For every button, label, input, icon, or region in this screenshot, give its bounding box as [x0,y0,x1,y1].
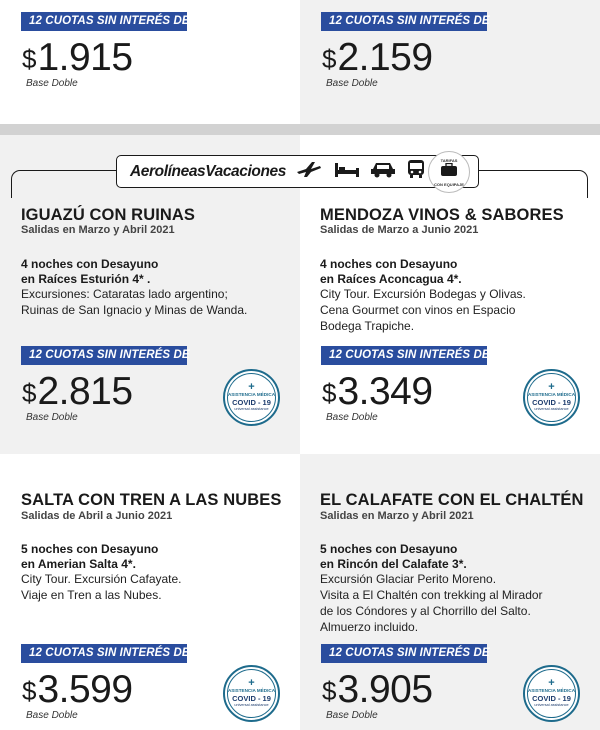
installments-badge: 12 CUOTAS SIN INTERÉS DE [21,12,187,31]
price-value: 2.159 [337,36,433,79]
package-title: IGUAZÚ CON RUINAS [21,206,196,224]
plane-icon [296,160,322,183]
base-label: Base Doble [26,78,78,89]
seal-line3: universal assistance [534,703,569,707]
suitcase-icon [440,163,458,182]
seal-line3: universal assistance [534,407,569,411]
currency-symbol: $ [322,44,337,74]
luggage-badge-bottom: CON EQUIPAJE [434,181,464,187]
package-excursion-line: de los Cóndores y al Chorrillo del Salto. [320,604,531,618]
price-value: 1.915 [37,36,133,79]
medical-cross-icon: + [248,677,255,689]
package-nights: 4 noches con Desayuno [21,257,159,271]
package-title: EL CALAFATE CON EL CHALTÉN [320,491,584,509]
top-card-left [0,0,300,124]
package-excursion-line: City Tour. Excursión Bodegas y Olivas. [320,287,526,301]
currency-symbol: $ [322,676,337,706]
package-dates: Salidas en Marzo y Abril 2021 [320,510,474,522]
medical-cross-icon: + [248,381,255,393]
installments-badge: 12 CUOTAS SIN INTERÉS DE [321,644,487,663]
medical-cross-icon: + [548,677,555,689]
price [322,36,433,80]
brand-header [116,155,479,188]
price [22,370,133,414]
currency-symbol: $ [22,676,37,706]
package-dates: Salidas de Marzo a Junio 2021 [320,224,479,236]
price [322,668,433,712]
package-title: MENDOZA VINOS & SABORES [320,206,564,224]
section-divider [0,124,600,135]
seal-line3: universal assistance [234,703,269,707]
package-hotel: en Raíces Esturión 4* . [21,272,151,286]
installments-badge: 12 CUOTAS SIN INTERÉS DE [21,346,187,365]
price-value: 3.905 [337,668,433,711]
package-excursion-line: Almuerzo incluido. [320,620,419,634]
seal-line1: ASISTENCIA MÉDICA [227,688,276,693]
installments-badge: 12 CUOTAS SIN INTERÉS DE [321,12,487,31]
price [22,36,133,80]
seal-line1: ASISTENCIA MÉDICA [227,392,276,397]
car-icon [370,160,396,183]
package-hotel: en Raíces Aconcagua 4*. [320,272,462,286]
luggage-badge [428,151,470,193]
medical-cross-icon: + [548,381,555,393]
currency-symbol: $ [22,44,37,74]
currency-symbol: $ [22,378,37,408]
seal-line3: universal assistance [234,407,269,411]
package-dates: Salidas en Marzo y Abril 2021 [21,224,175,236]
covid-assistance-seal [523,369,580,426]
seal-line2: COVID - 19 [532,398,571,407]
price-value: 3.349 [337,370,433,413]
package-nights: 4 noches con Desayuno [320,257,458,271]
seal-line1: ASISTENCIA MÉDICA [527,392,576,397]
covid-assistance-seal [523,665,580,722]
base-label: Base Doble [326,412,378,423]
bus-icon [406,159,426,184]
seal-line2: COVID - 19 [232,694,271,703]
header-bracket-left [11,170,117,198]
bed-icon [334,160,360,183]
package-title: SALTA CON TREN A LAS NUBES [21,491,282,509]
base-label: Base Doble [26,412,78,423]
package-excursion-line: City Tour. Excursión Cafayate. [21,572,182,586]
price [22,668,133,712]
base-label: Base Doble [26,710,78,721]
installments-badge: 12 CUOTAS SIN INTERÉS DE [21,644,187,663]
seal-line1: ASISTENCIA MÉDICA [527,688,576,693]
covid-assistance-seal [223,369,280,426]
price-value: 2.815 [37,370,133,413]
price-value: 3.599 [37,668,133,711]
currency-symbol: $ [322,378,337,408]
package-nights: 5 noches con Desayuno [320,542,458,556]
luggage-badge-top: TARIFAS [440,157,458,163]
package-excursion-line: Ruinas de San Ignacio y Minas de Wanda. [21,303,248,317]
package-nights: 5 noches con Desayuno [21,542,159,556]
package-hotel: en Amerian Salta 4*. [21,557,136,571]
covid-assistance-seal [223,665,280,722]
package-excursion-line: Excursión Glaciar Perito Moreno. [320,572,497,586]
seal-line2: COVID - 19 [232,398,271,407]
package-excursion-line: Visita a El Chaltén con trekking al Mirador [320,588,543,602]
seal-line2: COVID - 19 [532,694,571,703]
base-label: Base Doble [326,78,378,89]
brand-logo-text: AerolíneasVacaciones [130,162,286,180]
package-excursion-line: Excursiones: Cataratas lado argentino; [21,287,228,301]
package-dates: Salidas de Abril a Junio 2021 [21,510,173,522]
package-excursion-line: Viaje en Tren a las Nubes. [21,588,162,602]
package-excursion-line: Cena Gourmet con vinos en Espacio [320,303,516,317]
base-label: Base Doble [326,710,378,721]
header-bracket-right [478,170,588,198]
package-excursion-line: Bodega Trapiche. [320,319,415,333]
top-card-right [300,0,600,124]
installments-badge: 12 CUOTAS SIN INTERÉS DE [321,346,487,365]
package-hotel: en Rincón del Calafate 3*. [320,557,467,571]
price [322,370,433,414]
